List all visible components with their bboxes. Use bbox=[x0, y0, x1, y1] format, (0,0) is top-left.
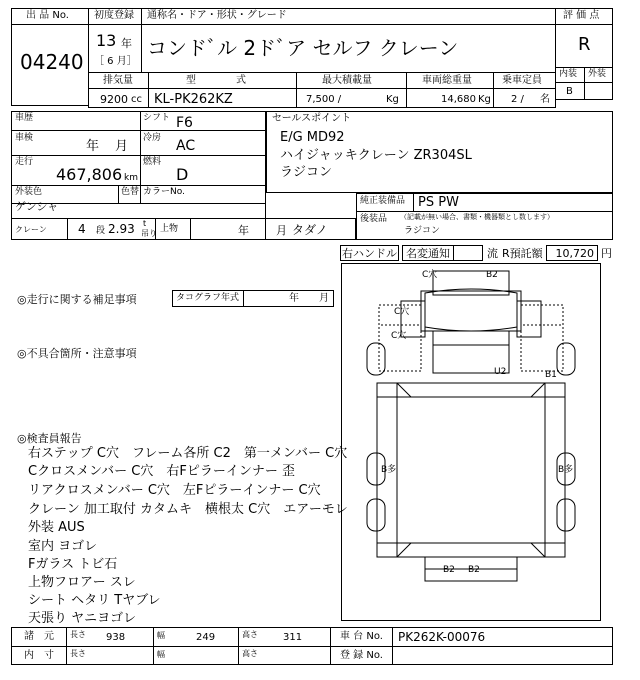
max-load-label: 最大積載量 bbox=[322, 75, 372, 86]
damage-mark: B2 bbox=[443, 565, 455, 575]
length-value: 938 bbox=[106, 632, 126, 643]
lot-number: 04240 bbox=[20, 50, 84, 74]
damage-mark: B2 bbox=[468, 565, 480, 575]
crane-tons-unit2: 吊り bbox=[141, 229, 157, 238]
damage-mark: B多 bbox=[381, 465, 397, 475]
interior-label: 内装 bbox=[559, 69, 578, 79]
damage-mark: B2 bbox=[486, 270, 498, 280]
crane-tons: 2.93 bbox=[108, 222, 135, 236]
mileage-value: 467,806 bbox=[56, 165, 123, 184]
inspector-line: 右ステップ C穴 フレーム各所 C2 第一メンバー C穴 bbox=[28, 446, 348, 461]
misc-mark: 流 bbox=[487, 247, 498, 260]
gross-weight-label: 車両総重量 bbox=[422, 75, 472, 86]
inspection-label: 車検 bbox=[15, 133, 34, 143]
sales-point-line: ラジコン bbox=[280, 165, 333, 180]
tacho-year: 年 bbox=[289, 293, 299, 304]
r-deposit-label: R預託額 bbox=[502, 247, 543, 260]
history-label: 車歴 bbox=[15, 113, 34, 123]
damage-mark: U2 bbox=[494, 367, 507, 377]
upper-year: 年 bbox=[238, 224, 249, 237]
model-value: KL-PK262KZ bbox=[154, 92, 233, 107]
inspector-line: 外装 AUS bbox=[28, 520, 85, 535]
max-load-value: 7,500 / bbox=[306, 94, 342, 105]
interior-grade: B bbox=[566, 86, 573, 97]
displacement-label: 排気量 bbox=[103, 75, 133, 86]
inspector-line: 天張り ヤニヨゴレ bbox=[28, 611, 137, 626]
width-label: 幅 bbox=[157, 631, 165, 640]
length-label: 長さ bbox=[70, 630, 86, 639]
damage-mark: C穴 bbox=[394, 307, 410, 317]
cooler-label: 冷房 bbox=[143, 133, 162, 143]
chassis-value: PK262K-00076 bbox=[398, 630, 486, 644]
height-value: 311 bbox=[283, 632, 303, 643]
displacement-value: 9200 bbox=[100, 93, 128, 106]
damage-mark: C穴 bbox=[391, 331, 407, 341]
inner-height-label: 高さ bbox=[242, 649, 258, 658]
damage-mark: C穴 bbox=[422, 270, 438, 280]
r-deposit-unit: 円 bbox=[601, 247, 612, 260]
shift-label: シフト bbox=[143, 113, 171, 123]
driving-notes-label: ◎走行に関する補足事項 bbox=[17, 293, 137, 306]
capacity-value: 2 / bbox=[511, 94, 524, 105]
car-name: コンドﾞル 2ドﾞア セルフ クレーン bbox=[147, 36, 459, 60]
crane-stages: 4 bbox=[78, 222, 86, 236]
tacho-label: タコグラフ年式 bbox=[176, 293, 240, 303]
mileage-unit: km bbox=[124, 173, 138, 183]
color-change-label: 色替 bbox=[121, 187, 140, 197]
inspector-line: リアクロスメンバー C穴 左Fピラーインナー C穴 bbox=[28, 483, 321, 498]
damage-mark: B多 bbox=[558, 465, 574, 475]
sales-point-line: E/G MD92 bbox=[280, 130, 345, 145]
year-unit: 年 bbox=[121, 37, 132, 50]
crane-stages-unit: 段 bbox=[96, 226, 106, 236]
reg-label: 登 録 No. bbox=[340, 650, 383, 661]
cooler-value: AC bbox=[176, 138, 196, 154]
inspection-month: 月 bbox=[115, 139, 129, 154]
inspector-line: 上物フロアー スレ bbox=[28, 575, 136, 590]
tacho-month: 月 bbox=[319, 293, 329, 304]
after-parts-value: ラジコン bbox=[404, 226, 441, 236]
capacity-unit: 名 bbox=[540, 94, 550, 105]
upper-maker: タダノ bbox=[292, 223, 328, 237]
width-value: 249 bbox=[196, 632, 216, 643]
max-load-unit: Kg bbox=[386, 94, 399, 105]
lot-label: 出 品 No. bbox=[26, 10, 69, 21]
model-label: 型 式 bbox=[186, 75, 246, 86]
upper-month: 月 bbox=[276, 224, 287, 237]
equipment-value: PS PW bbox=[418, 195, 459, 210]
exterior-label: 外装 bbox=[588, 69, 607, 79]
inner-width-label: 幅 bbox=[157, 650, 165, 659]
grade-label: 評 価 点 bbox=[563, 10, 600, 21]
inner-length-label: 長さ bbox=[70, 649, 86, 658]
inspector-line: クレーン 加工取付 カタムキ 横根太 C穴 エアーモレ bbox=[28, 502, 348, 517]
r-deposit-value: 10,720 bbox=[546, 245, 598, 261]
fuel-label: 燃料 bbox=[143, 157, 162, 167]
capacity-label: 乗車定員 bbox=[502, 75, 542, 86]
inspector-line: シート ヘタリ Tヤブレ bbox=[28, 593, 161, 608]
inspector-label: ◎検査員報告 bbox=[17, 432, 82, 445]
height-label: 高さ bbox=[242, 630, 258, 639]
defects-label: ◎不具合箇所・注意事項 bbox=[17, 347, 137, 360]
grade-value: R bbox=[578, 34, 591, 55]
inspection-year: 年 bbox=[86, 139, 100, 154]
inspector-line: Cクロスメンバー C穴 右Fピラーインナー 歪 bbox=[28, 464, 295, 479]
gross-weight-unit: Kg bbox=[478, 94, 491, 105]
name-change-value bbox=[453, 245, 483, 261]
gross-weight-value: 14,680 bbox=[441, 94, 476, 105]
crane-tons-unit: t bbox=[143, 219, 147, 228]
equipment-label: 純正装備品 bbox=[360, 196, 406, 206]
crane-label: クレーン bbox=[15, 225, 47, 234]
name-change-label: 名変通知 bbox=[402, 245, 454, 261]
color-no-label: カラーNo. bbox=[143, 187, 185, 197]
inner-dims-label: 内 寸 bbox=[24, 650, 54, 661]
color-value: ゲンシャ bbox=[15, 200, 59, 213]
fuel-value: D bbox=[176, 165, 189, 184]
sales-point-label: セールスポイント bbox=[272, 113, 352, 124]
first-reg-month: ［ 6 月］ bbox=[94, 56, 137, 67]
displacement-unit: cc bbox=[131, 94, 142, 105]
mileage-label: 走行 bbox=[15, 157, 34, 167]
shift-value: F6 bbox=[176, 115, 193, 131]
after-parts-note: （記載が無い場合、書類・機器類とし数します） bbox=[400, 213, 554, 221]
first-reg-year: 13 bbox=[96, 31, 117, 50]
first-reg-label: 初度登録 bbox=[94, 10, 134, 21]
color-label: 外装色 bbox=[15, 187, 43, 197]
inspector-line: Fガラス トビ石 bbox=[28, 557, 118, 572]
inspector-line: 室内 ヨゴレ bbox=[28, 539, 98, 554]
damage-mark: B1 bbox=[545, 370, 557, 380]
upper-label: 上物 bbox=[160, 224, 179, 234]
name-label: 通称名・ドア・形状・グレード bbox=[147, 10, 287, 21]
dims-label: 諸 元 bbox=[24, 631, 54, 642]
steering-badge: 右ハンドル bbox=[342, 247, 397, 260]
chassis-label: 車 台 No. bbox=[340, 631, 383, 642]
after-parts-label: 後装品 bbox=[360, 214, 388, 224]
sales-point-line: ハイジャッキクレーン ZR304SL bbox=[280, 148, 472, 163]
